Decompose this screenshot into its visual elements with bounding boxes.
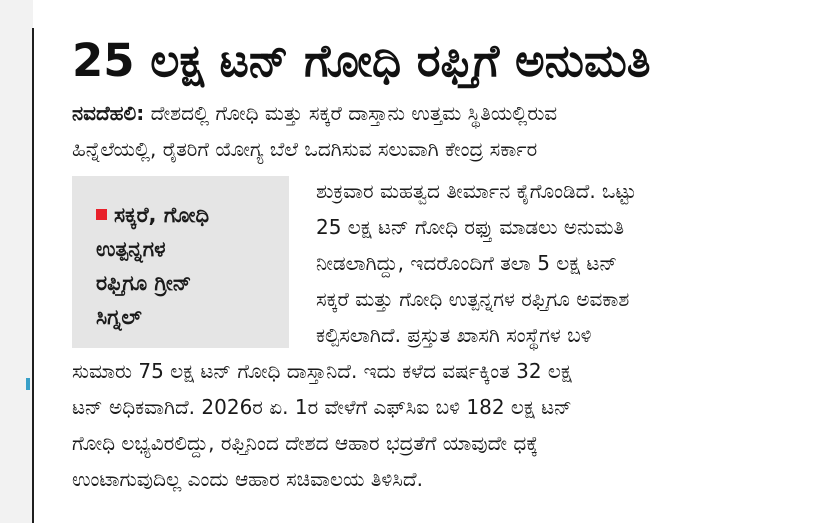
body-line-3: ಶುಕ್ರವಾರ ಮಹತ್ವದ ತೀರ್ಮಾನ ಕೈಗೊಂಡಿದೆ. ಒಟ್ಟು	[316, 179, 637, 203]
body-line-4: 25 ಲಕ್ಷ ಟನ್ ಗೋಧಿ ರಫ್ತು ಮಾಡಲು ಅನುಮತಿ	[316, 215, 625, 239]
sidebar-line-3: ರಫ್ತಿಗೂ ಗ್ರೀನ್	[96, 271, 192, 295]
dateline: ನವದೆಹಲಿ:	[72, 101, 145, 125]
body-line-10: ಗೋಧಿ ಲಭ್ಯವಿರಲಿದ್ದು, ರಫ್ತಿನಿಂದ ದೇಶದ ಆಹಾರ ಭದ್ರತೆಗೆ ಯಾವುದೇ ಧಕ್ಕೆ	[72, 431, 539, 455]
body-line-1	[72, 98, 557, 128]
sidebar-line-1	[96, 198, 289, 232]
body-line-1-text: ದೇಶದಲ್ಲಿ ಗೋಧಿ ಮತ್ತು ಸಕ್ಕರೆ ದಾಸ್ತಾನು ಉತ್ತಮ ಸ್ಥಿತಿಯಲ್ಲಿರುವ	[144, 101, 558, 125]
page-edge-marker	[26, 378, 30, 390]
column-rule	[32, 28, 34, 523]
headline: 25 ಲಕ್ಷ ಟನ್ ಗೋಧಿ ರಫ್ತಿಗೆ ಅನುಮತಿ	[72, 34, 651, 87]
body-line-5: ನೀಡಲಾಗಿದ್ದು, ಇದರೊಂದಿಗೆ ತಲಾ 5 ಲಕ್ಷ ಟನ್	[316, 251, 618, 275]
sidebar-line-1-text: ಸಕ್ಕರೆ, ಗೋಧಿ	[114, 203, 210, 227]
body-line-11: ಉಂಟಾಗುವುದಿಲ್ಲ ಎಂದು ಆಹಾರ ಸಚಿವಾಲಯ ತಿಳಿಸಿದೆ.	[72, 467, 423, 491]
body-line-6: ಸಕ್ಕರೆ ಮತ್ತು ಗೋಧಿ ಉತ್ಪನ್ನಗಳ ರಫ್ತಿಗೂ ಅವಕಾಶ	[316, 287, 630, 311]
body-line-7: ಕಲ್ಪಿಸಲಾಗಿದೆ. ಪ್ರಸ್ತುತ ಖಾಸಗಿ ಸಂಸ್ಥೆಗಳ ಬಳಿ	[316, 323, 592, 347]
sidebar-line-4: ಸಿಗ್ನಲ್	[96, 305, 142, 329]
sidebar-line-2: ಉತ್ಪನ್ನಗಳ	[96, 237, 166, 261]
sidebar-box	[72, 176, 289, 348]
bullet-icon	[96, 209, 107, 220]
body-line-9: ಟನ್ ಅಧಿಕವಾಗಿದೆ. 2026ರ ಏ. 1ರ ವೇಳೆಗೆ ಎಫ್‌ಸಿಐ ಬಳಿ 182 ಲಕ್ಷ ಟನ್	[72, 395, 572, 419]
body-line-8: ಸುಮಾರು 75 ಲಕ್ಷ ಟನ್ ಗೋಧಿ ದಾಸ್ತಾನಿದೆ. ಇದು ಕಳೆದ ವರ್ಷಕ್ಕಿಂತ 32 ಲಕ್ಷ	[72, 359, 572, 383]
body-line-2: ಹಿನ್ನೆಲೆಯಲ್ಲಿ, ರೈತರಿಗೆ ಯೋಗ್ಯ ಬೆಲೆ ಒದಗಿಸುವ ಸಲುವಾಗಿ ಕೇಂದ್ರ ಸರ್ಕಾರ	[72, 137, 538, 161]
